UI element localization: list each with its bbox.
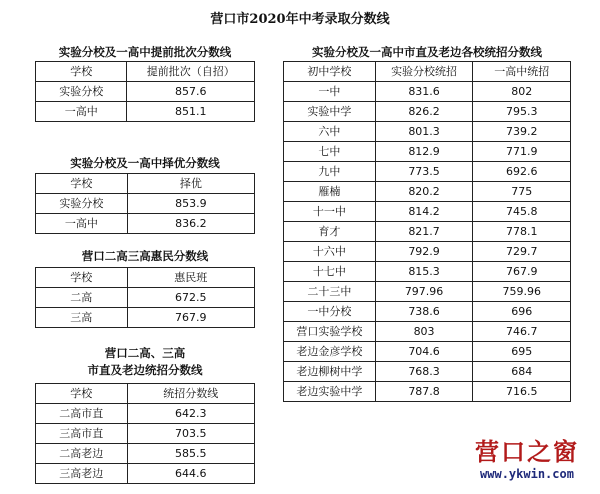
table-cell: 一中 [284,82,376,102]
table-cell: 851.1 [127,102,255,122]
table-cell: 695 [473,342,571,362]
table-row [36,384,255,404]
table-cell: 老边柳树中学 [284,362,376,382]
table-row [36,308,255,328]
table-row [284,382,571,402]
table-cell: 792.9 [375,242,473,262]
table-cell: 729.7 [473,242,571,262]
watermark-url: www.ykwin.com [480,467,574,481]
table-row [36,424,255,444]
table-3-caption-line: 营口二高三高惠民分数线 [81,249,209,263]
table-cell: 684 [473,362,571,382]
page-title: 营口市2020年中考录取分数线 [210,12,390,27]
table-cell: 795.3 [473,102,571,122]
table-cell: 一高中 [36,214,128,234]
table-4 [35,383,255,484]
table-header-cell: 提前批次（自招） [127,62,255,82]
table-cell: 六中 [284,122,376,142]
table-row [284,202,571,222]
table-cell: 雁楠 [284,182,376,202]
table-row [36,464,255,484]
table-cell: 585.5 [127,444,254,464]
table-cell: 三高市直 [36,424,128,444]
table-cell: 787.8 [375,382,473,402]
table-cell: 672.5 [127,288,254,308]
table-row [36,194,255,214]
table-row [36,174,255,194]
table-cell: 759.96 [473,282,571,302]
table-row [284,302,571,322]
table-header-cell: 学校 [36,174,128,194]
table-row [284,122,571,142]
table-row [36,268,255,288]
table-row [284,142,571,162]
table-3-caption [35,248,255,265]
table-4-caption [35,345,255,379]
table-row [36,102,255,122]
table-3 [35,267,255,328]
table-4-caption-line: 市直及老边统招分数线 [87,363,203,377]
table-cell: 831.6 [375,82,473,102]
table-header-cell: 择优 [127,174,254,194]
table-1-caption-line: 实验分校及一高中提前批次分数线 [58,45,232,59]
table-header-cell: 学校 [36,268,128,288]
table-cell: 九中 [284,162,376,182]
table-cell: 767.9 [473,262,571,282]
table-4-caption-line: 营口二高、三高 [104,346,186,360]
table-cell: 二高 [36,288,128,308]
table-cell: 820.2 [375,182,473,202]
table-row [36,82,255,102]
table-cell: 815.3 [375,262,473,282]
table-cell: 745.8 [473,202,571,222]
table-cell: 773.5 [375,162,473,182]
table-row [284,362,571,382]
table-cell: 二十三中 [284,282,376,302]
table-cell: 十七中 [284,262,376,282]
table-1 [35,61,255,122]
table-cell: 实验中学 [284,102,376,122]
table-header-cell: 学校 [36,62,127,82]
table-cell: 二高市直 [36,404,128,424]
table-cell: 857.6 [127,82,255,102]
table-cell: 738.6 [375,302,473,322]
table-cell: 七中 [284,142,376,162]
site-watermark [458,438,596,482]
table-cell: 二高老边 [36,444,128,464]
table-cell: 802 [473,82,571,102]
table-cell: 767.9 [127,308,254,328]
table-cell: 821.7 [375,222,473,242]
table-cell: 一中分校 [284,302,376,322]
table-cell: 853.9 [127,194,254,214]
table-cell: 老边实验中学 [284,382,376,402]
table-header-cell: 一高中统招 [473,62,571,82]
table-cell: 739.2 [473,122,571,142]
table-row [36,288,255,308]
table-cell: 836.2 [127,214,254,234]
watermark-title: 营口之窗 [475,437,579,466]
table-row [284,182,571,202]
table-cell: 老边金彦学校 [284,342,376,362]
table-row [36,404,255,424]
table-cell: 797.96 [375,282,473,302]
table-2-caption [35,155,255,172]
table-row [284,102,571,122]
table-row [284,342,571,362]
table-cell: 三高老边 [36,464,128,484]
table-header-cell: 学校 [36,384,128,404]
table-cell: 实验分校 [36,82,127,102]
table-cell: 771.9 [473,142,571,162]
table-header-cell: 惠民班 [127,268,254,288]
table-cell: 642.3 [127,404,254,424]
table-row [284,162,571,182]
table-cell: 778.1 [473,222,571,242]
table-cell: 692.6 [473,162,571,182]
table-row [284,62,571,82]
table-row [284,82,571,102]
table-row [36,214,255,234]
table-cell: 801.3 [375,122,473,142]
table-cell: 716.5 [473,382,571,402]
table-header-cell: 统招分数线 [127,384,254,404]
table-1-caption [35,44,255,61]
table-cell: 育才 [284,222,376,242]
table-row [284,242,571,262]
table-cell: 三高 [36,308,128,328]
table-row [36,444,255,464]
table-cell: 703.5 [127,424,254,444]
table-cell: 营口实验学校 [284,322,376,342]
table-cell: 746.7 [473,322,571,342]
table-header-cell: 初中学校 [284,62,376,82]
table-cell: 十一中 [284,202,376,222]
table-cell: 826.2 [375,102,473,122]
table-cell: 696 [473,302,571,322]
table-cell: 814.2 [375,202,473,222]
table-2 [35,173,255,234]
table-cell: 十六中 [284,242,376,262]
table-row [284,262,571,282]
table-5-caption [283,44,571,61]
table-cell: 644.6 [127,464,254,484]
table-cell: 一高中 [36,102,127,122]
table-5-caption-line: 实验分校及一高中市直及老边各校统招分数线 [312,45,542,59]
table-row [36,62,255,82]
table-cell: 812.9 [375,142,473,162]
table-header-cell: 实验分校统招 [375,62,473,82]
table-cell: 803 [375,322,473,342]
table-row [284,222,571,242]
table-5 [283,61,571,402]
table-cell: 实验分校 [36,194,128,214]
table-cell: 704.6 [375,342,473,362]
table-2-caption-line: 实验分校及一高中择优分数线 [70,156,220,170]
table-cell: 775 [473,182,571,202]
table-row [284,322,571,342]
table-row [284,282,571,302]
table-cell: 768.3 [375,362,473,382]
